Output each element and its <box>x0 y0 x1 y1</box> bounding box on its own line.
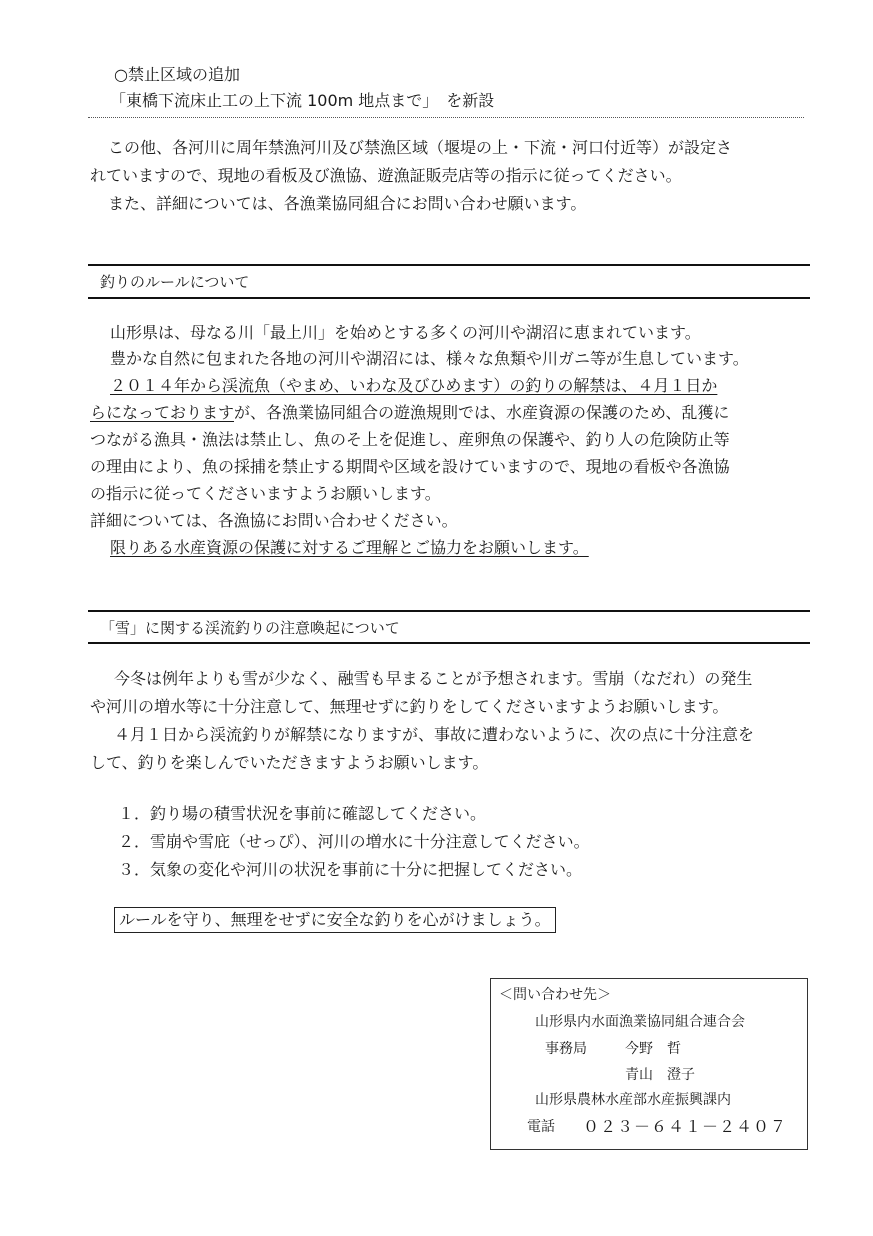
intro-line-1: この他、各河川に周年禁漁河川及び禁漁区域（堰堤の上・下流・河口付近等）が設定さ <box>108 138 733 157</box>
rules-line-2: 豊かな自然に包まれた各地の河川や湖沼には、様々な魚類や川ガニ等が生息しています。 <box>110 349 749 368</box>
prohibited-area-heading: ○禁止区域の追加 <box>114 65 240 84</box>
snow-line-2: や河川の増水等に十分注意して、無理せずに釣りをしてくださいますようお願いします。 <box>90 697 729 716</box>
contact-person-2: 青山 澄子 <box>625 1067 695 1083</box>
section-rule-bottom <box>88 297 810 299</box>
rules-line-4 <box>90 401 729 425</box>
contact-phone-number: ０２３－６４１－２４０７ <box>583 1117 788 1136</box>
rules-line-8: 詳細については、各漁協にお問い合わせください。 <box>90 511 458 530</box>
section-rule-top <box>88 264 810 266</box>
safety-reminder-box: ルールを守り、無理をせずに安全な釣りを心がけましょう。 <box>114 907 556 933</box>
snow-section-rule-top <box>88 610 810 612</box>
intro-line-3: また、詳細については、各漁業協同組合にお問い合わせ願います。 <box>108 194 587 213</box>
snow-line-3: ４月１日から渓流釣りが解禁になりますが、事故に遭わないように、次の点に十分注意を <box>114 725 755 744</box>
contact-person-1: 今野 哲 <box>625 1041 681 1057</box>
contact-box <box>490 978 808 1150</box>
list-item: １．釣り場の積雪状況を事前に確認してください。 <box>118 804 487 823</box>
rules-line-9: 限りある水産資源の保護に対するご理解とご協力をお願いします。 <box>110 538 589 557</box>
rules-line-3: ２０１４年から渓流魚（やまめ、いわな及びひめます）の釣りの解禁は、４月１日か <box>110 376 718 395</box>
rules-line-4-underlined: らになっております <box>90 403 235 422</box>
list-item: ３．気象の変化や河川の状況を事前に十分に把握してください。 <box>118 860 583 879</box>
contact-phone-label: 電話 <box>527 1119 555 1135</box>
contact-office: 事務局 <box>545 1041 587 1057</box>
contact-department: 山形県農林水産部水産振興課内 <box>535 1092 731 1108</box>
prohibited-area-line: 「東橋下流床止工の上下流 100m 地点まで」 を新設 <box>110 91 495 110</box>
contact-heading: ＜問い合わせ先＞ <box>499 987 611 1003</box>
snow-line-1: 今冬は例年よりも雪が少なく、融雪も早まることが予想されます。雪崩（なだれ）の発生 <box>114 669 753 688</box>
snow-section-rule-bottom <box>88 642 810 644</box>
rules-line-6: の理由により、魚の採捕を禁止する期間や区域を設けていますので、現地の看板や各漁協 <box>90 457 730 476</box>
list-item: ２．雪崩や雪庇（せっぴ）、河川の増水に十分注意してください。 <box>118 832 590 851</box>
rules-line-5: つながる漁具・漁法は禁止し、魚のそ上を促進し、産卵魚の保護や、釣り人の危険防止等 <box>90 430 730 449</box>
snow-line-4: して、釣りを楽しんでいただきますようお願いします。 <box>90 753 489 772</box>
contact-organization: 山形県内水面漁業協同組合連合会 <box>535 1014 745 1030</box>
rules-line-1: 山形県は、母なる川「最上川」を始めとする多くの河川や湖沼に恵まれています。 <box>110 323 701 342</box>
snow-section-title: 「雪」に関する渓流釣りの注意喚起について <box>100 619 400 637</box>
intro-line-2: れていますので、現地の看板及び漁協、遊漁証販売店等の指示に従ってください。 <box>90 166 682 185</box>
rules-line-4-rest: が、各漁業協同組合の遊漁規則では、水産資源の保護のため、乱獲に <box>234 403 730 422</box>
rules-section-title: 釣りのルールについて <box>100 273 250 291</box>
dotted-divider <box>88 117 804 118</box>
rules-line-7: の指示に従ってくださいますようお願いします。 <box>90 484 441 503</box>
